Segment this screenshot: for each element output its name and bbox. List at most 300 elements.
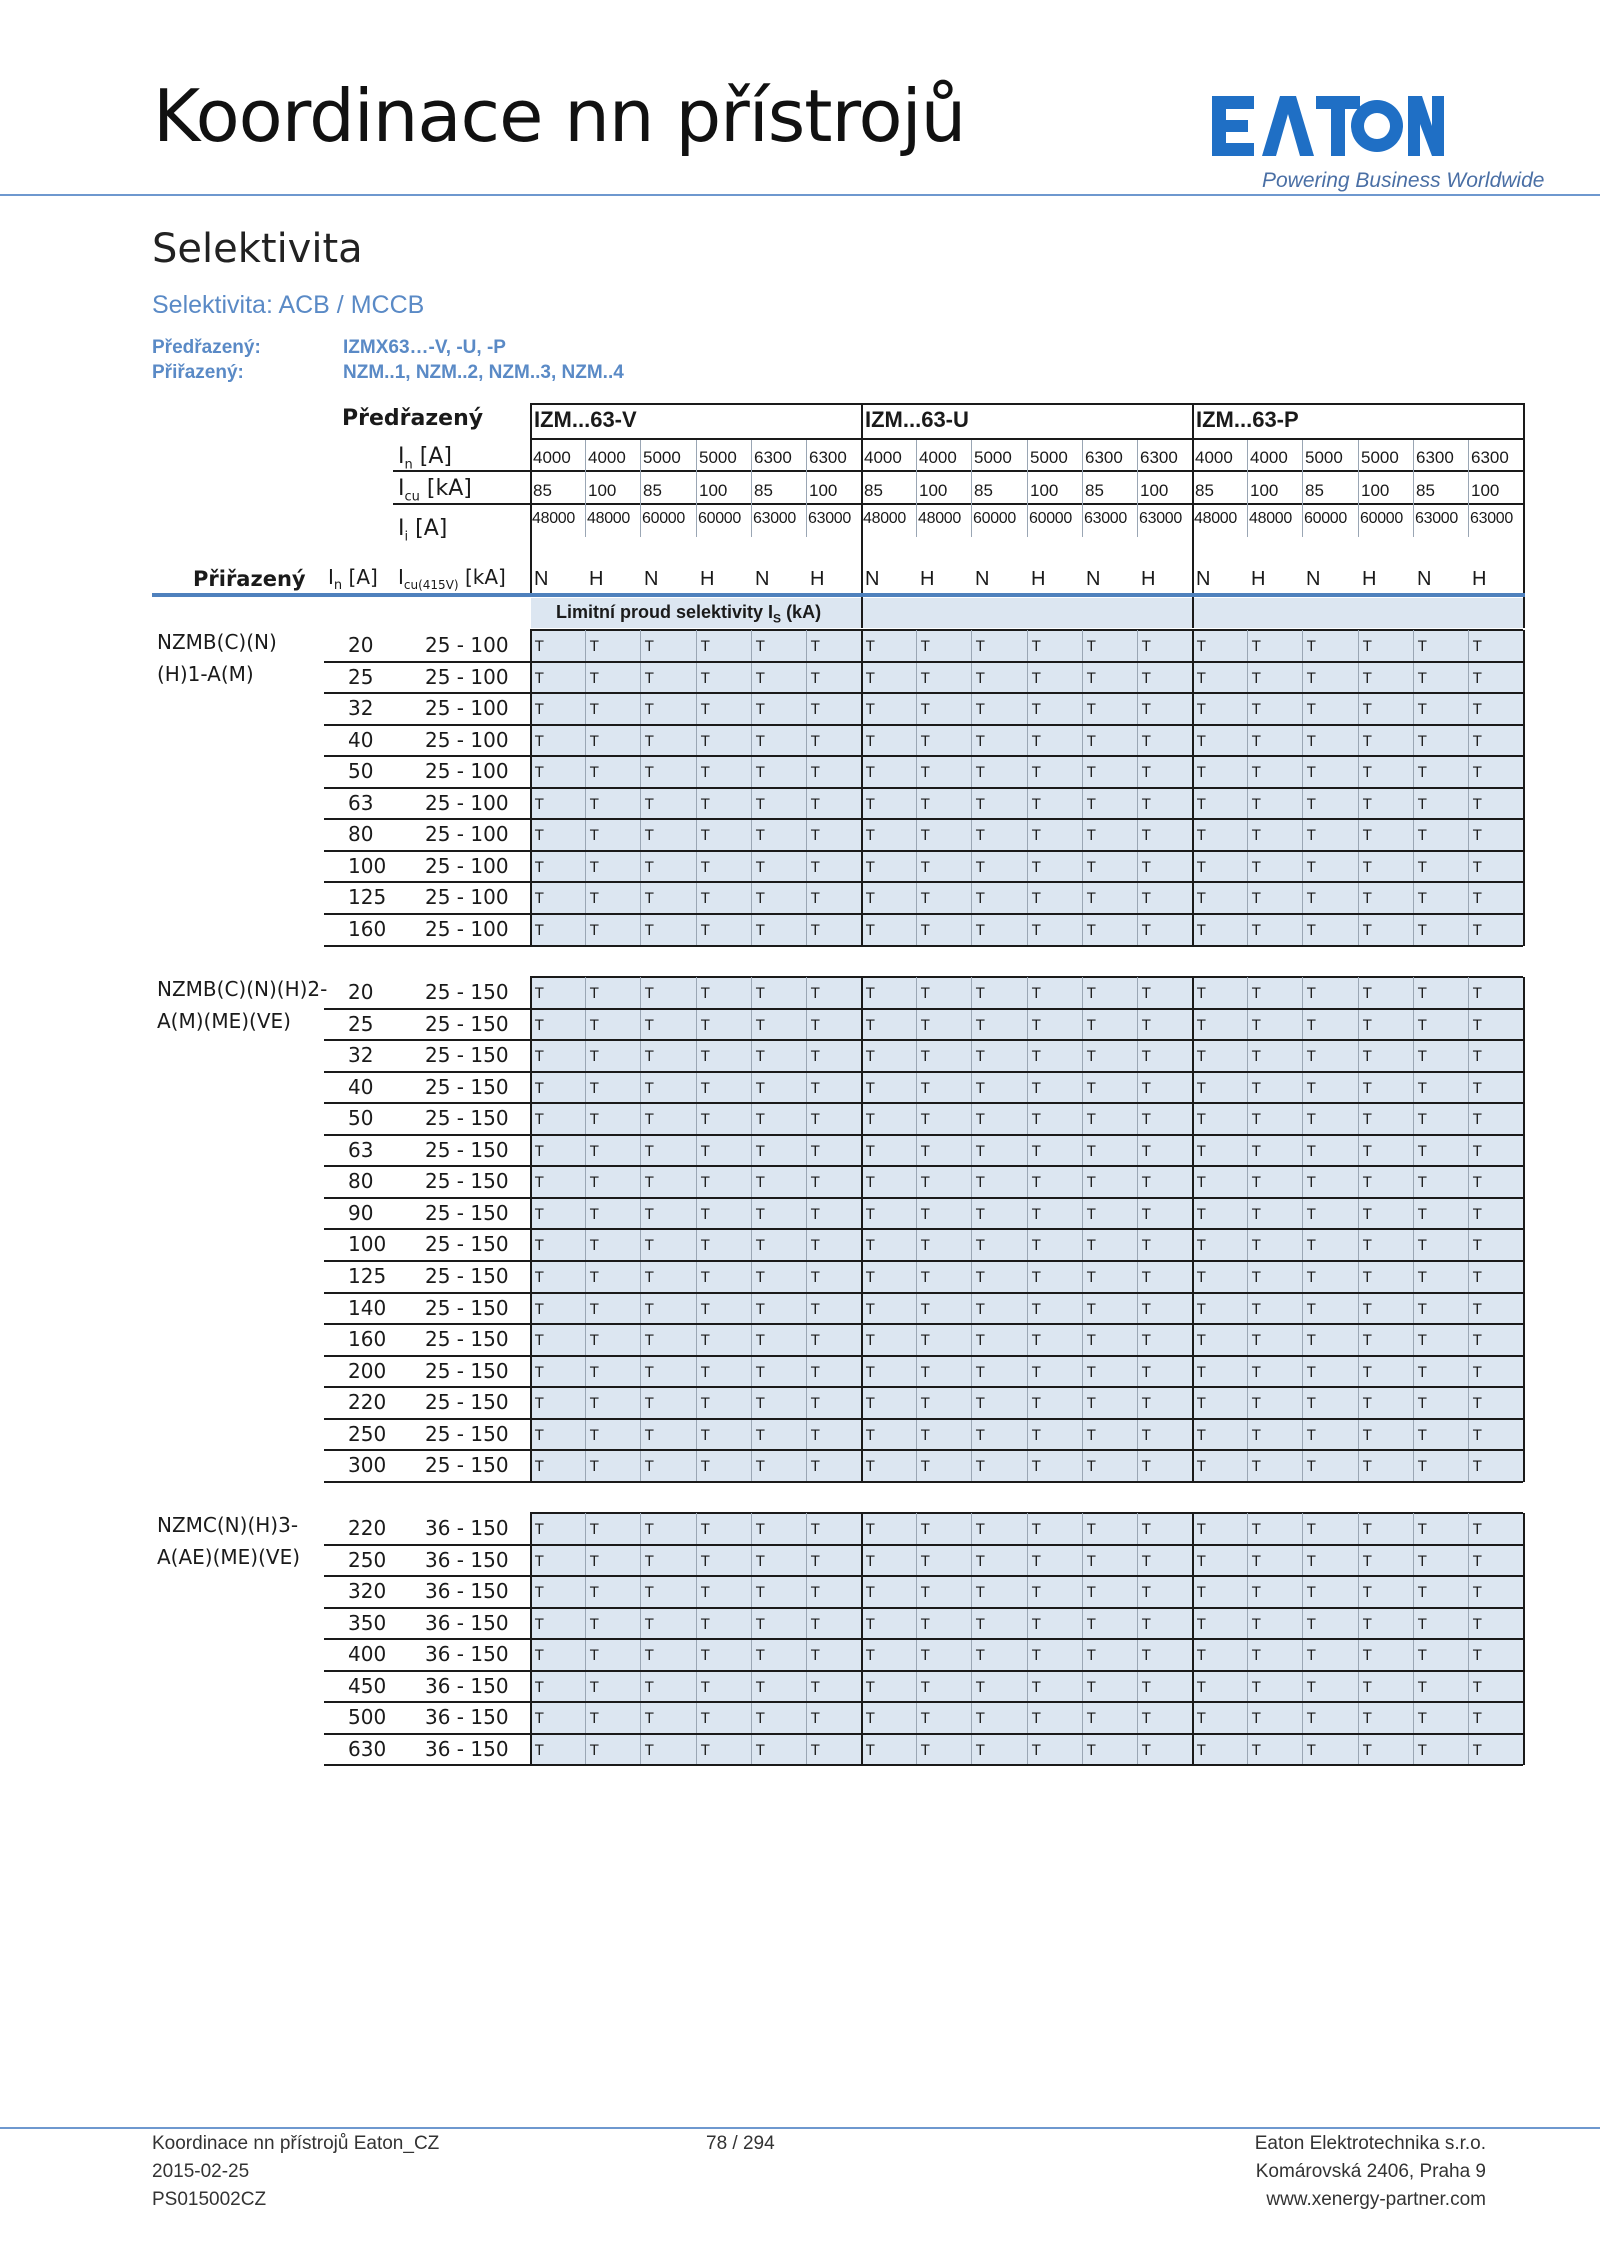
row-border: [324, 1165, 1523, 1167]
selectivity-value: T: [1418, 702, 1427, 718]
rated-current-value: 6300: [1416, 448, 1454, 467]
selectivity-value: T: [921, 1302, 930, 1318]
row-border: [324, 1701, 1523, 1703]
selectivity-value: T: [1197, 671, 1206, 687]
selectivity-value: T: [976, 1175, 985, 1191]
selectivity-value: T: [1252, 1680, 1261, 1696]
selectivity-value: T: [701, 1585, 710, 1601]
selectivity-value: T: [976, 986, 985, 1002]
selectivity-value: T: [921, 1365, 930, 1381]
selectivity-value: T: [1032, 1680, 1041, 1696]
row-border: [324, 1197, 1523, 1199]
selectivity-value: T: [976, 891, 985, 907]
selectivity-value: T: [1142, 1522, 1151, 1538]
selectivity-value: T: [590, 639, 599, 655]
downstream-breaking-capacity: 36 - 150: [425, 1674, 509, 1698]
downstream-rated-current: 63: [348, 1138, 374, 1162]
selectivity-value: T: [1087, 1711, 1096, 1727]
downstream-in-header: $I_n$ [A]: [328, 565, 378, 593]
selectivity-value: T: [1418, 1049, 1427, 1065]
selectivity-value: T: [1363, 1617, 1372, 1633]
downstream-rated-current: 450: [348, 1674, 387, 1698]
selectivity-value: T: [921, 891, 930, 907]
selectivity-value: T: [1307, 986, 1316, 1002]
selectivity-value: T: [1032, 1522, 1041, 1538]
selectivity-value: T: [866, 1585, 875, 1601]
selectivity-value: T: [1032, 1365, 1041, 1381]
breaking-capacity-value: 85: [864, 481, 883, 500]
icu-row-bottom-border: [393, 503, 1523, 505]
selectivity-value: T: [590, 1459, 599, 1475]
downstream-rated-current: 50: [348, 1106, 374, 1130]
selectivity-value: T: [645, 702, 654, 718]
selectivity-value: T: [921, 1333, 930, 1349]
selectivity-value: T: [645, 860, 654, 876]
selectivity-value: T: [811, 1711, 820, 1727]
selectivity-value: T: [1087, 828, 1096, 844]
selectivity-value: T: [590, 765, 599, 781]
selectivity-value: T: [1087, 1648, 1096, 1664]
breaker-type-value: N: [1196, 568, 1211, 590]
selectivity-value: T: [866, 1743, 875, 1759]
selectivity-value: T: [976, 1743, 985, 1759]
selectivity-value: T: [1197, 1711, 1206, 1727]
downstream-rated-current: 250: [348, 1548, 387, 1572]
downstream-breaking-capacity: 25 - 150: [425, 1232, 509, 1256]
band-divider: [861, 597, 863, 628]
row-border: [324, 818, 1523, 820]
selectivity-value: T: [1252, 765, 1261, 781]
selectivity-value: T: [535, 1365, 544, 1381]
selectivity-value: T: [866, 797, 875, 813]
downstream-rated-current: 220: [348, 1390, 387, 1414]
rated-current-value: 4000: [533, 448, 571, 467]
selectivity-value: T: [1087, 1680, 1096, 1696]
selectivity-value: T: [1032, 1743, 1041, 1759]
downstream-rated-current: 90: [348, 1201, 374, 1225]
table-right-border: [1523, 977, 1525, 1482]
selectivity-value: T: [1363, 1396, 1372, 1412]
selectivity-value: T: [756, 702, 765, 718]
selectivity-value: T: [535, 1743, 544, 1759]
selectivity-value: T: [756, 923, 765, 939]
selectivity-value: T: [1363, 1743, 1372, 1759]
selectivity-value: T: [1418, 923, 1427, 939]
downstream-rated-current: 80: [348, 1169, 374, 1193]
breaking-capacity-value: 100: [1471, 481, 1500, 500]
selectivity-value: T: [645, 1711, 654, 1727]
selectivity-value: T: [590, 860, 599, 876]
instantaneous-trip-value: 63000: [1470, 510, 1513, 527]
selectivity-value: T: [756, 1333, 765, 1349]
downstream-breaking-capacity: 25 - 150: [425, 1453, 509, 1477]
selectivity-value: T: [1307, 923, 1316, 939]
selectivity-value: T: [701, 1207, 710, 1223]
row-border: [324, 755, 1523, 757]
selectivity-value: T: [1197, 639, 1206, 655]
downstream-rated-current: 32: [348, 696, 374, 720]
selectivity-value: T: [756, 1175, 765, 1191]
selectivity-value: T: [1032, 1270, 1041, 1286]
selectivity-value: T: [921, 1711, 930, 1727]
logo-tagline: Powering Business Worldwide: [1262, 169, 1545, 192]
selectivity-value: T: [866, 923, 875, 939]
footer-website: www.xenergy-partner.com: [1266, 2189, 1486, 2210]
selectivity-value: T: [590, 734, 599, 750]
selectivity-value: T: [1197, 1207, 1206, 1223]
downstream-breaking-capacity: 25 - 150: [425, 1359, 509, 1383]
selectivity-value: T: [1307, 671, 1316, 687]
selectivity-value: T: [1032, 860, 1041, 876]
selectivity-value: T: [756, 1018, 765, 1034]
selectivity-value: T: [1142, 891, 1151, 907]
selectivity-value: T: [1363, 797, 1372, 813]
selectivity-value: T: [701, 1743, 710, 1759]
selectivity-value: T: [921, 1428, 930, 1444]
selectivity-value: T: [1087, 765, 1096, 781]
selectivity-value: T: [1473, 1270, 1482, 1286]
selectivity-value: T: [1142, 1428, 1151, 1444]
selectivity-value: T: [866, 828, 875, 844]
downstream-series-name: A(AE)(ME)(VE): [157, 1544, 301, 1569]
selectivity-value: T: [1252, 1018, 1261, 1034]
selectivity-value: T: [921, 1522, 930, 1538]
selectivity-value: T: [1473, 1585, 1482, 1601]
selectivity-value: T: [976, 1459, 985, 1475]
selectivity-value: T: [701, 1617, 710, 1633]
band-divider: [1192, 597, 1194, 628]
selectivity-value: T: [1252, 828, 1261, 844]
selectivity-value: T: [1142, 1302, 1151, 1318]
selectivity-value: T: [590, 1049, 599, 1065]
selectivity-value: T: [1032, 1207, 1041, 1223]
selectivity-value: T: [1307, 1554, 1316, 1570]
selectivity-value: T: [701, 797, 710, 813]
selectivity-value: T: [756, 986, 765, 1002]
breaking-capacity-value: 85: [1195, 481, 1214, 500]
selectivity-value: T: [811, 1144, 820, 1160]
selectivity-value: T: [866, 1428, 875, 1444]
selectivity-value: T: [811, 671, 820, 687]
selectivity-value: T: [1307, 1428, 1316, 1444]
instantaneous-trip-value: 63000: [808, 510, 851, 527]
row-border: [324, 1544, 1523, 1546]
selectivity-value: T: [645, 1554, 654, 1570]
selectivity-value: T: [1142, 860, 1151, 876]
selectivity-value: T: [701, 671, 710, 687]
breaking-capacity-value: 100: [809, 481, 838, 500]
selectivity-value: T: [1087, 1175, 1096, 1191]
selectivity-value: T: [590, 986, 599, 1002]
selectivity-value: T: [921, 1585, 930, 1601]
selectivity-value: T: [701, 1428, 710, 1444]
rated-current-value: 4000: [1250, 448, 1288, 467]
selectivity-value: T: [1418, 1680, 1427, 1696]
header-blue-rule: [152, 593, 1525, 597]
selectivity-value: T: [811, 923, 820, 939]
breaking-capacity-value: 85: [643, 481, 662, 500]
selectivity-value: T: [590, 1522, 599, 1538]
downstream-series-name: NZMC(N)(H)3-: [157, 1513, 299, 1537]
selectivity-value: T: [756, 1711, 765, 1727]
selectivity-value: T: [645, 923, 654, 939]
selectivity-value: T: [976, 1302, 985, 1318]
selectivity-value: T: [535, 891, 544, 907]
selectivity-value: T: [590, 1396, 599, 1412]
selectivity-value: T: [1418, 1175, 1427, 1191]
selectivity-value: T: [701, 828, 710, 844]
selectivity-value: T: [701, 1396, 710, 1412]
downstream-rated-current: 350: [348, 1611, 387, 1635]
selectivity-value: T: [1252, 891, 1261, 907]
column-separator: [1082, 440, 1083, 537]
downstream-rated-current: 200: [348, 1359, 387, 1383]
selectivity-value: T: [811, 1648, 820, 1664]
ii-row-label: $I_i$ [A]: [398, 516, 448, 545]
selectivity-value: T: [866, 702, 875, 718]
selectivity-value: T: [1363, 702, 1372, 718]
selectivity-value: T: [976, 1617, 985, 1633]
selectivity-value: T: [1087, 734, 1096, 750]
selectivity-value: T: [1307, 1459, 1316, 1475]
selectivity-value: T: [1142, 923, 1151, 939]
downstream-breaking-capacity: 25 - 100: [425, 633, 509, 657]
selectivity-value: T: [645, 1112, 654, 1128]
selectivity-value: T: [1307, 1270, 1316, 1286]
selectivity-value: T: [1473, 1238, 1482, 1254]
selectivity-value: T: [1087, 860, 1096, 876]
selectivity-value: T: [1032, 639, 1041, 655]
selectivity-value: T: [1252, 1112, 1261, 1128]
selectivity-value: T: [1473, 1018, 1482, 1034]
selectivity-value: T: [1363, 1238, 1372, 1254]
selectivity-value: T: [1142, 1049, 1151, 1065]
selectivity-value: T: [1307, 1617, 1316, 1633]
selectivity-value: T: [1473, 1302, 1482, 1318]
selectivity-value: T: [1418, 1270, 1427, 1286]
selectivity-value: T: [645, 1207, 654, 1223]
breaker-type-value: N: [1086, 568, 1101, 590]
downstream-breaking-capacity: 25 - 150: [425, 1075, 509, 1099]
selectivity-value: T: [1252, 1585, 1261, 1601]
selectivity-value: T: [1252, 1648, 1261, 1664]
breaker-type-value: N: [865, 568, 880, 590]
footer-company: Eaton Elektrotechnika s.r.o.: [1254, 2133, 1486, 2154]
selectivity-value: T: [1197, 1680, 1206, 1696]
downstream-breaking-capacity: 36 - 150: [425, 1548, 509, 1572]
selectivity-value: T: [1142, 1081, 1151, 1097]
selectivity-value: T: [535, 734, 544, 750]
selectivity-value: T: [811, 1333, 820, 1349]
selectivity-value: T: [1087, 1522, 1096, 1538]
selectivity-value: T: [811, 1554, 820, 1570]
selectivity-value: T: [1087, 1585, 1096, 1601]
selectivity-value: T: [1363, 1018, 1372, 1034]
selectivity-value: T: [1197, 1585, 1206, 1601]
footer-address: Komárovská 2406, Praha 9: [1255, 2161, 1486, 2182]
downstream-breaking-capacity: 25 - 100: [425, 854, 509, 878]
selectivity-value: T: [645, 1459, 654, 1475]
selectivity-value: T: [535, 1049, 544, 1065]
downstream-rated-current: 100: [348, 854, 387, 878]
selectivity-value: T: [811, 1522, 820, 1538]
downstream-breaking-capacity: 25 - 100: [425, 696, 509, 720]
downstream-breaking-capacity: 25 - 100: [425, 791, 509, 815]
selectivity-value: T: [756, 1554, 765, 1570]
selectivity-value: T: [1307, 1144, 1316, 1160]
breaking-capacity-value: 100: [588, 481, 617, 500]
selectivity-value: T: [1418, 891, 1427, 907]
downstream-rated-current: 32: [348, 1043, 374, 1067]
column-separator: [1468, 440, 1469, 537]
selectivity-value: T: [1418, 828, 1427, 844]
group-divider: [861, 403, 863, 593]
selectivity-value: T: [701, 639, 710, 655]
selectivity-value: T: [535, 1018, 544, 1034]
selectivity-value: T: [1363, 1428, 1372, 1444]
selectivity-value: T: [1087, 891, 1096, 907]
selectivity-value: T: [1307, 1238, 1316, 1254]
selectivity-value: T: [1142, 1617, 1151, 1633]
selectivity-value: T: [1418, 1018, 1427, 1034]
selectivity-value: T: [1087, 1333, 1096, 1349]
column-separator: [1247, 440, 1248, 537]
downstream-breaking-capacity: 25 - 150: [425, 1201, 509, 1225]
selectivity-value: T: [1363, 1680, 1372, 1696]
selectivity-value: T: [645, 986, 654, 1002]
selectivity-value: T: [921, 1396, 930, 1412]
selectivity-value: T: [976, 639, 985, 655]
group-name: IZM...63-V: [534, 407, 637, 432]
instantaneous-trip-value: 48000: [1249, 510, 1292, 527]
selectivity-value: T: [701, 1049, 710, 1065]
selectivity-value: T: [976, 860, 985, 876]
selectivity-value: T: [976, 797, 985, 813]
row-border: [324, 1481, 1523, 1483]
rated-current-value: 4000: [1195, 448, 1233, 467]
selectivity-value: T: [756, 891, 765, 907]
selectivity-value: T: [921, 734, 930, 750]
selectivity-value: T: [645, 828, 654, 844]
selectivity-value: T: [535, 639, 544, 655]
selectivity-value: T: [535, 797, 544, 813]
selectivity-value: T: [811, 1270, 820, 1286]
row-border: [324, 850, 1523, 852]
selectivity-value: T: [590, 1175, 599, 1191]
selectivity-value: T: [1418, 797, 1427, 813]
column-separator: [1413, 440, 1414, 537]
selectivity-value: T: [1032, 923, 1041, 939]
breaker-type-value: H: [700, 568, 715, 590]
breaker-type-value: H: [1141, 568, 1156, 590]
selectivity-value: T: [756, 1365, 765, 1381]
selectivity-value: T: [701, 1680, 710, 1696]
selectivity-value: T: [535, 923, 544, 939]
downstream-rated-current: 63: [348, 791, 374, 815]
selectivity-value: T: [590, 671, 599, 687]
selectivity-value: T: [1473, 1743, 1482, 1759]
selectivity-value: T: [921, 1238, 930, 1254]
selectivity-value: T: [1418, 1112, 1427, 1128]
breaker-type-value: H: [1472, 568, 1487, 590]
selectivity-value: T: [535, 1680, 544, 1696]
column-separator: [806, 440, 807, 537]
selectivity-value: T: [590, 1648, 599, 1664]
selectivity-value: T: [976, 1554, 985, 1570]
row-border: [324, 661, 1523, 663]
downstream-breaking-capacity: 25 - 150: [425, 1327, 509, 1351]
selectivity-value: T: [756, 1049, 765, 1065]
selectivity-value: T: [1197, 1554, 1206, 1570]
downstream-breaking-capacity: 36 - 150: [425, 1611, 509, 1635]
row-border: [324, 913, 1523, 915]
selectivity-value: T: [1252, 1270, 1261, 1286]
breaking-capacity-value: 85: [1085, 481, 1104, 500]
selectivity-value: T: [1197, 1333, 1206, 1349]
selectivity-value: T: [590, 1554, 599, 1570]
predrazeny-header: Předřazený: [342, 406, 484, 431]
downstream-rated-current: 250: [348, 1422, 387, 1446]
selectivity-value: T: [1473, 1680, 1482, 1696]
selectivity-value: T: [921, 860, 930, 876]
selectivity-value: T: [976, 1680, 985, 1696]
selectivity-value: T: [1252, 1144, 1261, 1160]
selectivity-value: T: [701, 1711, 710, 1727]
downstream-breaking-capacity: 25 - 150: [425, 1012, 509, 1036]
selectivity-value: T: [1087, 1112, 1096, 1128]
selectivity-value: T: [1363, 765, 1372, 781]
selectivity-value: T: [1087, 639, 1096, 655]
instantaneous-trip-value: 63000: [1139, 510, 1182, 527]
selectivity-value: T: [1473, 1207, 1482, 1223]
selectivity-value: T: [1032, 1049, 1041, 1065]
instantaneous-trip-value: 63000: [1084, 510, 1127, 527]
selectivity-value: T: [590, 702, 599, 718]
selectivity-value: T: [1197, 1049, 1206, 1065]
footer-doc-name: Koordinace nn přístrojů Eaton_CZ: [152, 2133, 440, 2154]
selectivity-value: T: [866, 1554, 875, 1570]
selectivity-value: T: [701, 765, 710, 781]
selectivity-value: T: [1087, 1459, 1096, 1475]
downstream-rated-current: 500: [348, 1705, 387, 1729]
selectivity-value: T: [1252, 1711, 1261, 1727]
selectivity-value: T: [921, 1207, 930, 1223]
breaker-type-value: H: [1362, 568, 1377, 590]
upstream-value: IZMX63…-V, -U, -P: [343, 337, 506, 358]
selectivity-value: T: [1473, 797, 1482, 813]
selectivity-value: T: [1473, 702, 1482, 718]
section-subtitle: Selektivita: ACB / MCCB: [152, 291, 425, 319]
downstream-breaking-capacity: 36 - 150: [425, 1737, 509, 1761]
selectivity-value: T: [1307, 1680, 1316, 1696]
rated-current-value: 5000: [974, 448, 1012, 467]
row-border: [324, 1764, 1523, 1766]
selectivity-value: T: [645, 1018, 654, 1034]
selectivity-value: T: [1363, 1585, 1372, 1601]
downstream-rated-current: 300: [348, 1453, 387, 1477]
selectivity-value: T: [1307, 828, 1316, 844]
selectivity-value: T: [590, 1711, 599, 1727]
selectivity-value: T: [866, 1049, 875, 1065]
selectivity-value: T: [976, 1396, 985, 1412]
selectivity-value: T: [535, 1459, 544, 1475]
breaker-type-value: H: [1031, 568, 1046, 590]
selectivity-value: T: [866, 1207, 875, 1223]
breaking-capacity-value: 85: [754, 481, 773, 500]
selectivity-value: T: [1307, 1365, 1316, 1381]
selectivity-value: T: [1142, 1018, 1151, 1034]
selectivity-value: T: [866, 1459, 875, 1475]
